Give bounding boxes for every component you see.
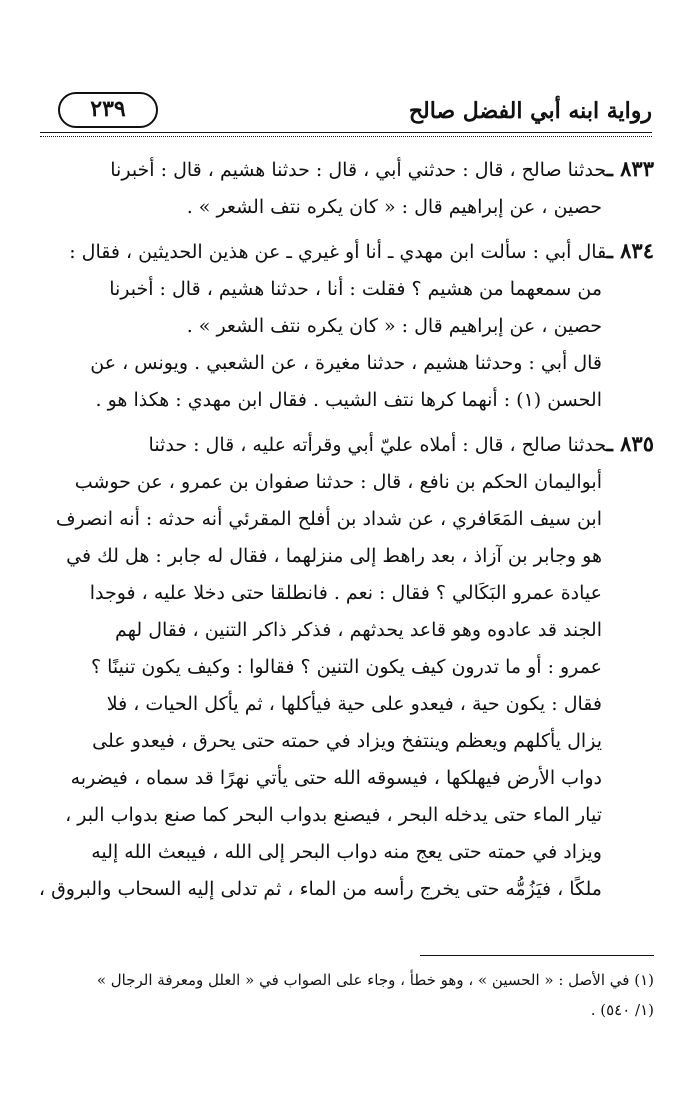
footnote-line: (١/ ٥٤٠) . [590, 1001, 654, 1019]
page-header [40, 92, 652, 138]
running-title: رواية ابنه أبي الفضل صالح [408, 98, 652, 124]
paragraph-833 [38, 150, 654, 226]
paragraph-835 [38, 425, 654, 908]
text-line: حصين ، عن إبراهيم قال : « كان يكره نتف الشعر » . [186, 315, 602, 337]
text-line: فقال : يكون حية ، فيعدو على حية فيأكلها ، ثم يأكل الحيات ، فلا [106, 693, 602, 715]
text-line: أبواليمان الحكم بن نافع ، قال : حدثنا صفوان بن عمرو ، عن حوشب [74, 471, 602, 493]
main-text [38, 150, 654, 914]
text-line: دواب الأرض فيهلكها ، فيسوقه الله حتى يأتي نهرًا قد سماه ، فيضربه [70, 767, 602, 789]
text-line: يزال يأكلهم ويعظم وينتفخ ويزاد في حمته حتى يحرق ، فيعدو على [92, 730, 602, 752]
hadith-number: ٨٣٣ ـ [606, 156, 654, 181]
footnote-separator [420, 955, 654, 956]
text-line: عيادة عمرو البَكَالي ؟ فقال : نعم . فانطلقا حتى دخلا عليه ، فوجدا [89, 582, 602, 604]
text-line: ويزاد في حمته حتى يعج منه دواب البحر إلى الله ، فيبعث الله إليه [91, 841, 602, 863]
text-line: ٨٣٥ ـحدثنا صالح ، قال : أملاه عليّ أبي وقرأته عليه ، قال : حدثنا [148, 431, 654, 456]
text-line: ٨٣٤ ـقال أبي : سألت ابن مهدي ـ أنا أو غيري ـ عن هذين الحديثين ، فقال : [69, 238, 654, 263]
header-rule [40, 132, 652, 137]
hadith-number: ٨٣٥ ـ [606, 431, 654, 456]
footnote-line: (١) في الأصل : « الحسين » ، وهو خطأ ، وجاء على الصواب في « العلل ومعرفة الرجال » [96, 971, 654, 989]
text-line: حصين ، عن إبراهيم قال : « كان يكره نتف الشعر » . [186, 196, 602, 218]
text-line: الحسن (١) : أنهما كرها نتف الشيب . فقال ابن مهدي : هكذا هو . [95, 389, 602, 411]
text-line: ملكًا ، فيَزُمُّه حتى يخرج رأسه من الماء ، ثم تدلى إليه السحاب والبروق ، [38, 878, 602, 900]
text-line: ابن سيف المَعَافري ، عن شداد بن أفلح المقرئي أنه حدثه : أنه انصرف [55, 508, 602, 530]
text-line: عمرو : أو ما تدرون كيف يكون التنين ؟ فقالوا : وكيف يكون تنينًا ؟ [90, 656, 602, 678]
text-line: قال أبي : وحدثنا هشيم ، حدثنا مغيرة ، عن الشعبي . ويونس ، عن [90, 352, 602, 374]
text-line: من سمعهما من هشيم ؟ فقلت : أنا ، حدثنا هشيم ، قال : أخبرنا [109, 278, 602, 300]
paragraph-834 [38, 232, 654, 419]
text-line: الجند قد عادوه وهو قاعد يحدثهم ، فذكر ذاكر التنين ، فقال لهم [114, 619, 602, 641]
page-number-badge: ٢٣٩ [58, 92, 158, 128]
text-line: هو وجابر بن آزاذ ، بعد راهط إلى منزلهما ، فقال له جابر : هل لك في [66, 545, 602, 567]
text-line: ٨٣٣ ـحدثنا صالح ، قال : حدثني أبي ، قال : حدثنا هشيم ، قال : أخبرنا [110, 156, 654, 181]
footnotes [38, 965, 654, 1025]
hadith-number: ٨٣٤ ـ [606, 238, 654, 263]
text-line: تيار الماء حتى يدخله البحر ، فيصنع بدواب البحر كما صنع بدواب البر ، [65, 804, 602, 826]
